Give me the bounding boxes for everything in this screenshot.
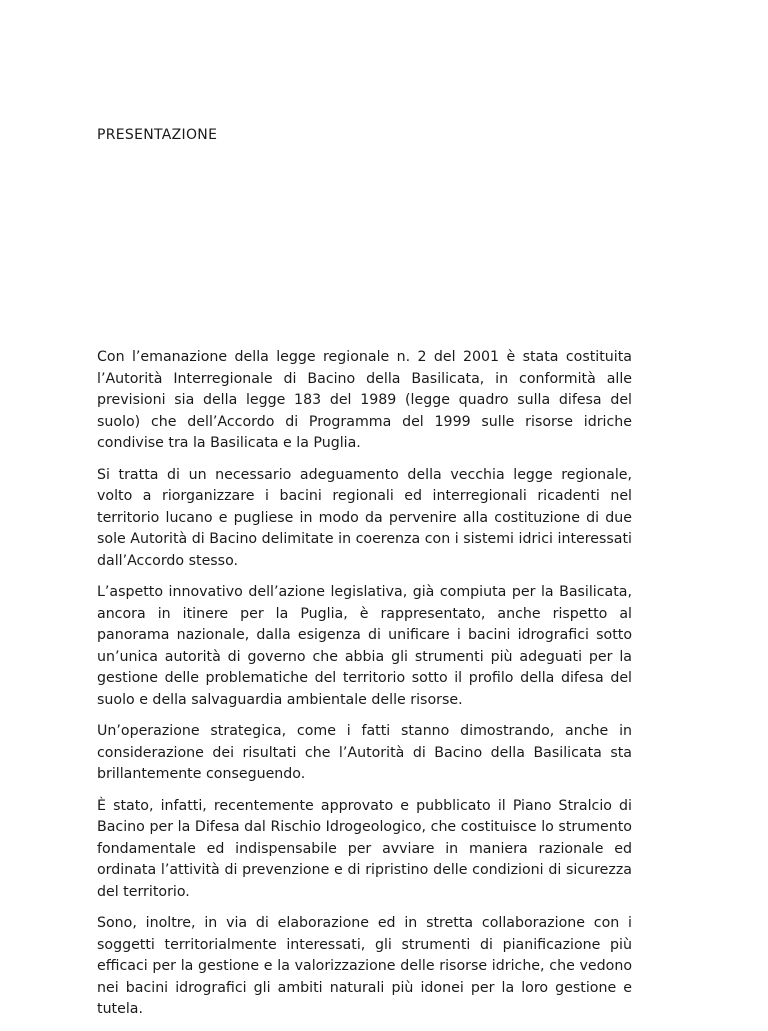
paragraph-1: Con l’emanazione della legge regionale n. 2 del 2001 è stata costituita l’Autorità Interregionale di Bacino della Basilicata, in conformità alle previsioni sia della legge 183 del 1989 (legge quadro sulla difesa del suolo) che dell’Accordo di Programma del 1999 sulle risorse idriche condivise tra la Basilicata e la Puglia. [97,349,632,451]
paragraph-6: Sono, inoltre, in via di elaborazione ed in stretta collaborazione con i soggetti territorialmente interessati, gli strumenti di pianificazione più efficaci per la gestione e la valorizzazione delle risorse idriche, che vedono nei bacini idrografici gli ambiti naturali più idonei per la loro gestione e tutela. [97,915,632,1017]
paragraph-5: È stato, infatti, recentemente approvato e pubblicato il Piano Stralcio di Bacino per la Difesa dal Rischio Idrogeologico, che costituisce lo strumento fondamentale ed indispensabile per avviare in maniera razionale ed ordinata l’attività di prevenzione e di ripristino delle condizioni di sicurezza del territorio. [97,797,632,900]
body-text [97,347,632,1031]
page-title: PRESENTAZIONE [97,127,218,143]
paragraph-2: Si tratta di un necessario adeguamento della vecchia legge regionale, volto a riorganizzare i bacini regionali ed interregionali ricadenti nel territorio lucano e pugliese in modo da pervenire alla costituzione di due sole Autorità di Bacino delimitate in coerenza con i sistemi idrici interessati dall’Accordo stesso. [97,466,632,569]
paragraph-3: L’aspetto innovativo dell’azione legislativa, già compiuta per la Basilicata, ancora in itinere per la Puglia, è rappresentato, anche rispetto al panorama nazionale, dalla esigenza di unificare i bacini idrografici sotto un’unica autorità di governo che abbia gli strumenti più adeguati per la gestione delle problematiche del territorio sotto il profilo della difesa del suolo e della salvaguardia ambientale delle risorse. [97,584,632,708]
paragraph-4: Un’operazione strategica, come i fatti stanno dimostrando, anche in considerazione dei risultati che l’Autorità di Bacino della Basilicata sta brillantemente conseguendo. [97,723,632,782]
